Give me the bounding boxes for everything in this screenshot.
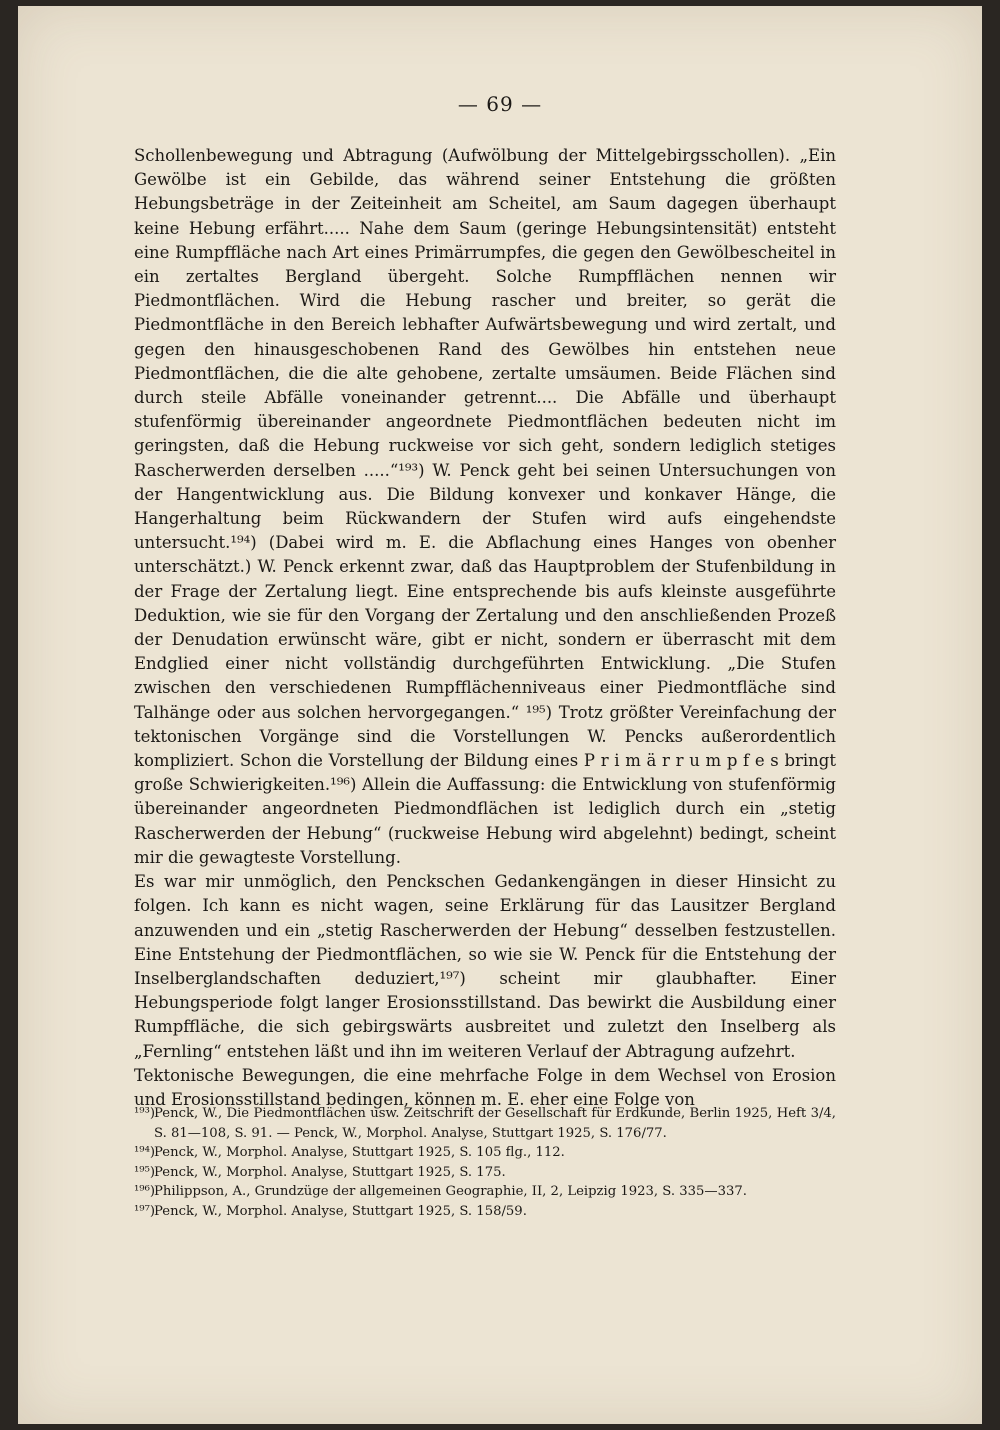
footnote-197 (134, 1202, 836, 1222)
footnote-mark: ¹⁹³) (134, 1106, 156, 1121)
footnote-mark: ¹⁹⁷) (134, 1203, 156, 1219)
footnote-mark: ¹⁹⁴) (134, 1145, 156, 1160)
footnote-193 (134, 1104, 836, 1143)
footnote-text: Philippson, A., Grundzüge der allgemeinen Geographie, II, 2, Leipzig 1923, S. 335—337. (154, 1184, 747, 1199)
footnote-text: Penck, W., Die Piedmontflächen usw. Zeitschrift der Gesellschaft für Erdkunde, Berlin 1925, Heft 3/4, S. 81—108, S. 91. — Penck, W., Morphol. Analyse, Stuttgart 1925, S. 176/77. (154, 1106, 836, 1141)
footnote-mark: ¹⁹⁵) (134, 1164, 156, 1180)
footnote-text: Penck, W., Morphol. Analyse, Stuttgart 1925, S. 175. (154, 1164, 506, 1180)
paragraph-1: Schollenbewegung und Abtragung (Aufwölbung der Mittelgebirgsschollen). „Ein Gewölbe ist ein Gebilde, das während seiner Entstehung die größten Hebungsbeträge in der Zeiteinheit am Scheitel, am Saum dagegen überhaupt keine Hebung erfährt..... Nahe dem Saum (geringe Hebungsintensität) entsteht eine Rumpffläche nach Art eines Primärrumpfes, die gegen den Gewölbescheitel in ein zertaltes Bergland übergeht. Solche Rumpfflächen nennen wir Piedmontflächen. Wird die Hebung rascher und breiter, so gerät die Piedmontfläche in den Bereich lebhafter Aufwärtsbewegung und wird zertalt, und gegen den hinausgeschobenen Rand des Gewölbes hin entstehen neue Piedmontflächen, die die alte gehobene, zertalte umsäumen. Beide Flächen sind durch steile Abfälle voneinander getrennt.... Die Abfälle und überhaupt stufenförmig übereinander angeordnete Piedmontflächen bedeuten nicht im geringsten, daß die Hebung ruckweise vor sich geht, sondern lediglich stetiges Rascherwerden derselben .....“¹⁹³) W. Penck geht bei seinen Untersuchungen von der Hangentwicklung aus. Die Bildung konvexer und konkaver Hänge, die Hangerhaltung beim Rückwandern der Stufen wird aufs eingehendste untersucht.¹⁹⁴) (Dabei wird m. E. die Abflachung eines Hanges von obenher unterschätzt.) W. Penck erkennt zwar, daß das Hauptproblem der Stufenbildung in der Frage der Zertalung liegt. Eine entsprechende bis aufs kleinste ausgeführte Deduktion, wie sie für den Vorgang der Zertalung und den anschließenden Prozeß der Denudation erwünscht wäre, gibt er nicht, sondern er überrascht mit dem Endglied einer nicht vollständig durchgeführten Entwicklung. „Die Stufen zwischen den verschiedenen Rumpfflächenniveaus einer Piedmontfläche sind Talhänge oder aus solchen hervorgegangen.“ ¹⁹⁵) Trotz größter Vereinfachung der tektonischen Vorgänge sind die Vorstellungen W. Pencks außerordentlich kompliziert. Schon die Vorstellung der Bildung eines P r i m ä r r u m p f e s bringt große Schwierigkeiten.¹⁹⁶) Allein die Auffassung: die Entwicklung von stufenförmig übereinander angeordneten Piedmondflächen ist lediglich durch ein „stetig Rascherwerden der Hebung“ (ruckweise Hebung wird abgelehnt) bedingt, scheint mir die gewagteste Vorstellung. (134, 146, 836, 867)
paragraph-3: Tektonische Bewegungen, die eine mehrfache Folge in dem Wechsel von Erosion und Erosionsstillstand bedingen, können m. E. eher eine Folge von (134, 1065, 836, 1109)
paragraph-2: Es war mir unmöglich, den Penckschen Gedankengängen in dieser Hinsicht zu folgen. Ich kann es nicht wagen, seine Erklärung für das Lausitzer Bergland anzuwenden und ein „stetig Rascherwerden der Hebung“ desselben festzustellen. Eine Entstehung der Piedmontflächen, so wie sie W. Penck für die Entstehung der Inselberglandschaften deduziert,¹⁹⁷) scheint mir glaubhafter. Einer Hebungsperiode folgt langer Erosionsstillstand. Das bewirkt die Ausbildung einer Rumpffläche, die sich gebirgswärts ausbreitet und zuletzt den Inselberg als „Fernling“ entstehen läßt und ihn im weiteren Verlauf der Abtragung aufzehrt. (134, 872, 836, 1061)
footnote-195 (134, 1163, 836, 1183)
footnote-196 (134, 1182, 836, 1202)
footnote-194 (134, 1143, 836, 1163)
page-number: — 69 — (457, 92, 543, 116)
footnote-text: Penck, W., Morphol. Analyse, Stuttgart 1925, S. 105 flg., 112. (154, 1145, 565, 1160)
footnote-mark: ¹⁹⁶) (134, 1184, 156, 1199)
book-page (18, 6, 982, 1424)
footnote-text: Penck, W., Morphol. Analyse, Stuttgart 1925, S. 158/59. (154, 1203, 527, 1219)
body-text (134, 144, 836, 1112)
footnotes (134, 1104, 836, 1221)
